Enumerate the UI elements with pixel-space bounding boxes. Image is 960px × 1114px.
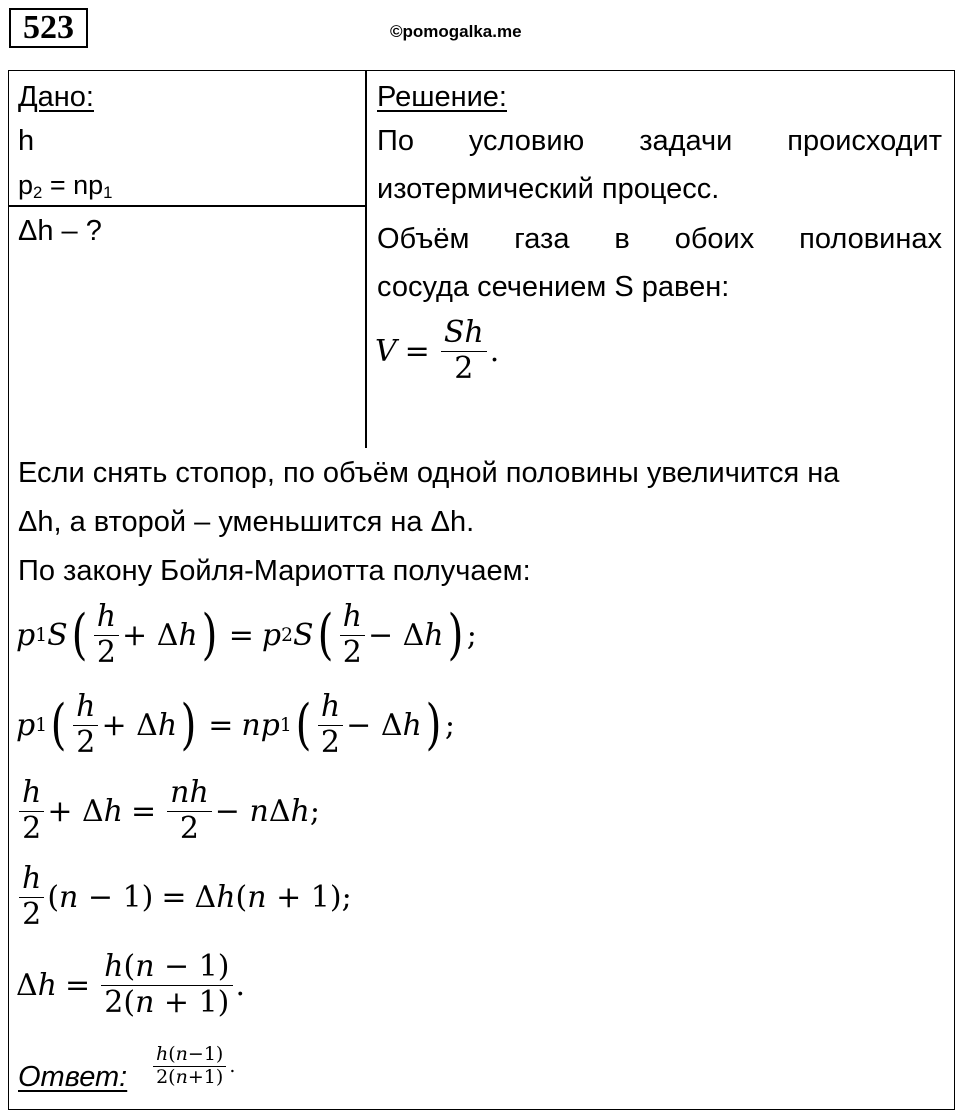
equation-2: p 1 ( $\frac{h}{2}$ + Δ h ) = np 1 ( $\frac{h}{2}$ − Δ h ) ; <box>16 689 455 760</box>
body-text-3: По закону Бойля-Мариотта получаем: <box>18 555 531 587</box>
equation-5: Δ h = $\frac{h(n - 1)}{2(n + 1)}$ . <box>16 949 246 1020</box>
equation-1: p 1 S ( $\frac{h}{2}$ + Δ h ) = p 2 S ( $\frac{h}{2}$ − Δ h ) ; <box>16 599 477 670</box>
answer-formula: $\frac{h(n-1)}{2(n+1)}$ . <box>150 1044 235 1089</box>
equation-4: $\frac{h}{2}$ ( n − 1) = Δ h ( n + 1); <box>16 862 352 932</box>
solution-title: Решение: <box>377 81 507 113</box>
given-title: Дано: <box>18 81 94 113</box>
find-quantity: Δh – ? <box>18 215 102 247</box>
solution-text-2b: сосуда сечением S равен: <box>377 271 730 303</box>
body-text-1: Если снять стопор, по объём одной половины увеличится на <box>18 457 840 489</box>
problem-number: 523 <box>9 8 88 48</box>
equation-3: $\frac{h}{2}$ + Δ h = $\frac{nh}{2}$ − n Δ h ; <box>16 776 320 846</box>
table-divider-vertical <box>365 70 367 448</box>
body-text-2: Δh, а второй – уменьшится на Δh. <box>18 506 475 538</box>
site-watermark: ©pomogalka.me <box>390 22 522 41</box>
formula-volume: V = $\frac{Sh}{2}$ . <box>375 315 500 386</box>
given-pressure: $p_2 = np_1$ <box>18 170 113 203</box>
answer-label: Ответ: <box>18 1061 128 1093</box>
solution-text-2a: Объём газа в обоих половинах <box>377 223 942 255</box>
solution-text-1a: По условию задачи происходит <box>377 125 942 157</box>
given-height: h <box>18 125 35 157</box>
solution-text-1b: изотермический процесс. <box>377 173 720 205</box>
